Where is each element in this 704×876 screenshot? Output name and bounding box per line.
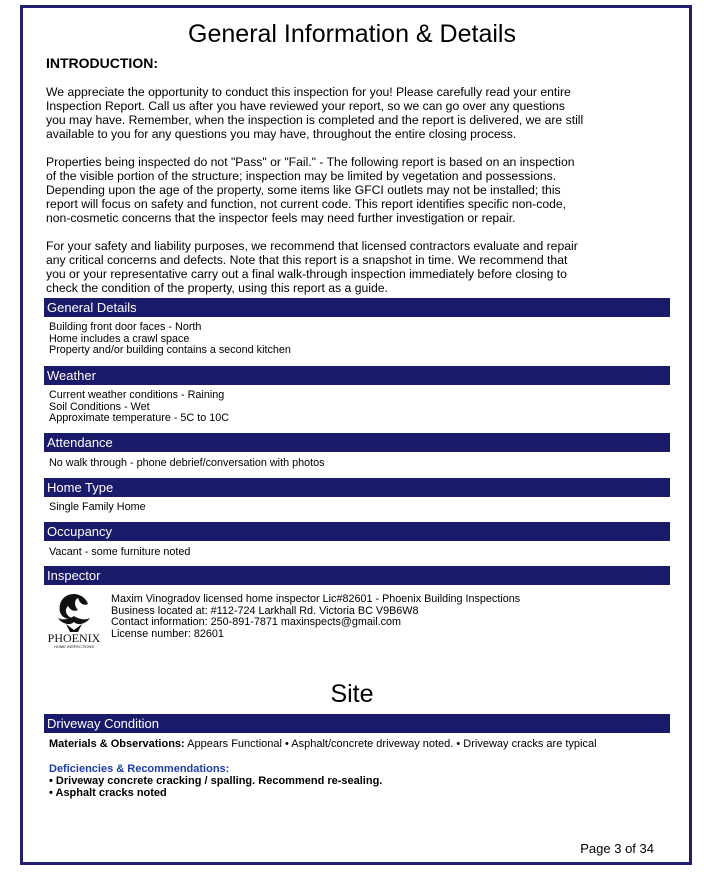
attendance-text: No walk through - phone debrief/conversation with photos: [49, 457, 325, 469]
section-header-home-type: Home Type: [44, 478, 670, 497]
weather-text: Current weather conditions - Raining Soil Conditions - Wet Approximate temperature - 5C to 10C: [49, 389, 230, 424]
phoenix-logo: [44, 588, 104, 650]
logo-subtext: HOME INSPECTIONS: [53, 644, 95, 649]
section-header-driveway: Driveway Condition: [44, 714, 670, 733]
section-header-attendance: Attendance: [44, 433, 670, 452]
section-header-general-details: General Details: [44, 298, 670, 317]
materials-text: Appears Functional • Asphalt/concrete driveway noted. • Driveway cracks are typical: [184, 738, 597, 750]
section-header-occupancy: Occupancy: [44, 522, 670, 541]
intro-heading: INTRODUCTION:: [46, 55, 158, 71]
page-number: Page 3 of 34: [580, 841, 654, 856]
section-header-weather: Weather: [44, 366, 670, 385]
materials-label: Materials & Observations:: [49, 738, 185, 750]
home-type-text: Single Family Home: [49, 501, 146, 513]
intro-paragraph-2: Properties being inspected do not "Pass" or "Fail." - The following report is based on an inspection of the visible portion of the structure; inspection may be limited by vegetation and possessions. Depending upon the age of the property, some items like GFCI outlets may not be installed; this report will focus on safety and function, not current code. This report identifies specific non-code, non-cosmetic concerns that the inspector feels may need further investigation or repair.: [46, 155, 575, 225]
inspector-text: Maxim Vinogradov licensed home inspector Lic#82601 - Phoenix Building Inspections Business located at: #112-724 Larkhall Rd. Victoria BC V9B6W8 Contact information: 250-891-7871 maxinspects@gmail.com License number: 82601: [111, 593, 521, 640]
page-title: General Information & Details: [188, 20, 516, 48]
deficiencies-list: • Driveway concrete cracking / spalling. Recommend re-sealing. • Asphalt cracks noted: [49, 775, 383, 799]
occupancy-text: Vacant - some furniture noted: [49, 546, 191, 558]
deficiencies-heading: Deficiencies & Recommendations:: [49, 763, 230, 775]
site-title: Site: [330, 680, 374, 708]
section-header-inspector: Inspector: [44, 566, 670, 585]
materials-observations: [49, 738, 597, 750]
logo-text: PHOENIX: [47, 631, 101, 645]
intro-paragraph-1: We appreciate the opportunity to conduct this inspection for you! Please carefully read your entire Inspection Report. Call us after you have reviewed your report, so we can go over any questions you may have. Remember, when the inspection is completed and the report is delivered, we are still available to you for any questions you may have, throughout the entire closing process.: [46, 85, 584, 141]
general-details-text: Building front door faces - North Home includes a crawl space Property and/or building contains a second kitchen: [49, 321, 291, 356]
intro-paragraph-3: For your safety and liability purposes, we recommend that licensed contractors evaluate and repair any critical concerns and defects. Note that this report is a snapshot in time. We recommend that you or your representative carry out a final walk-through inspection immediately before closing to check the condition of the property, using this report as a guide.: [46, 239, 578, 295]
